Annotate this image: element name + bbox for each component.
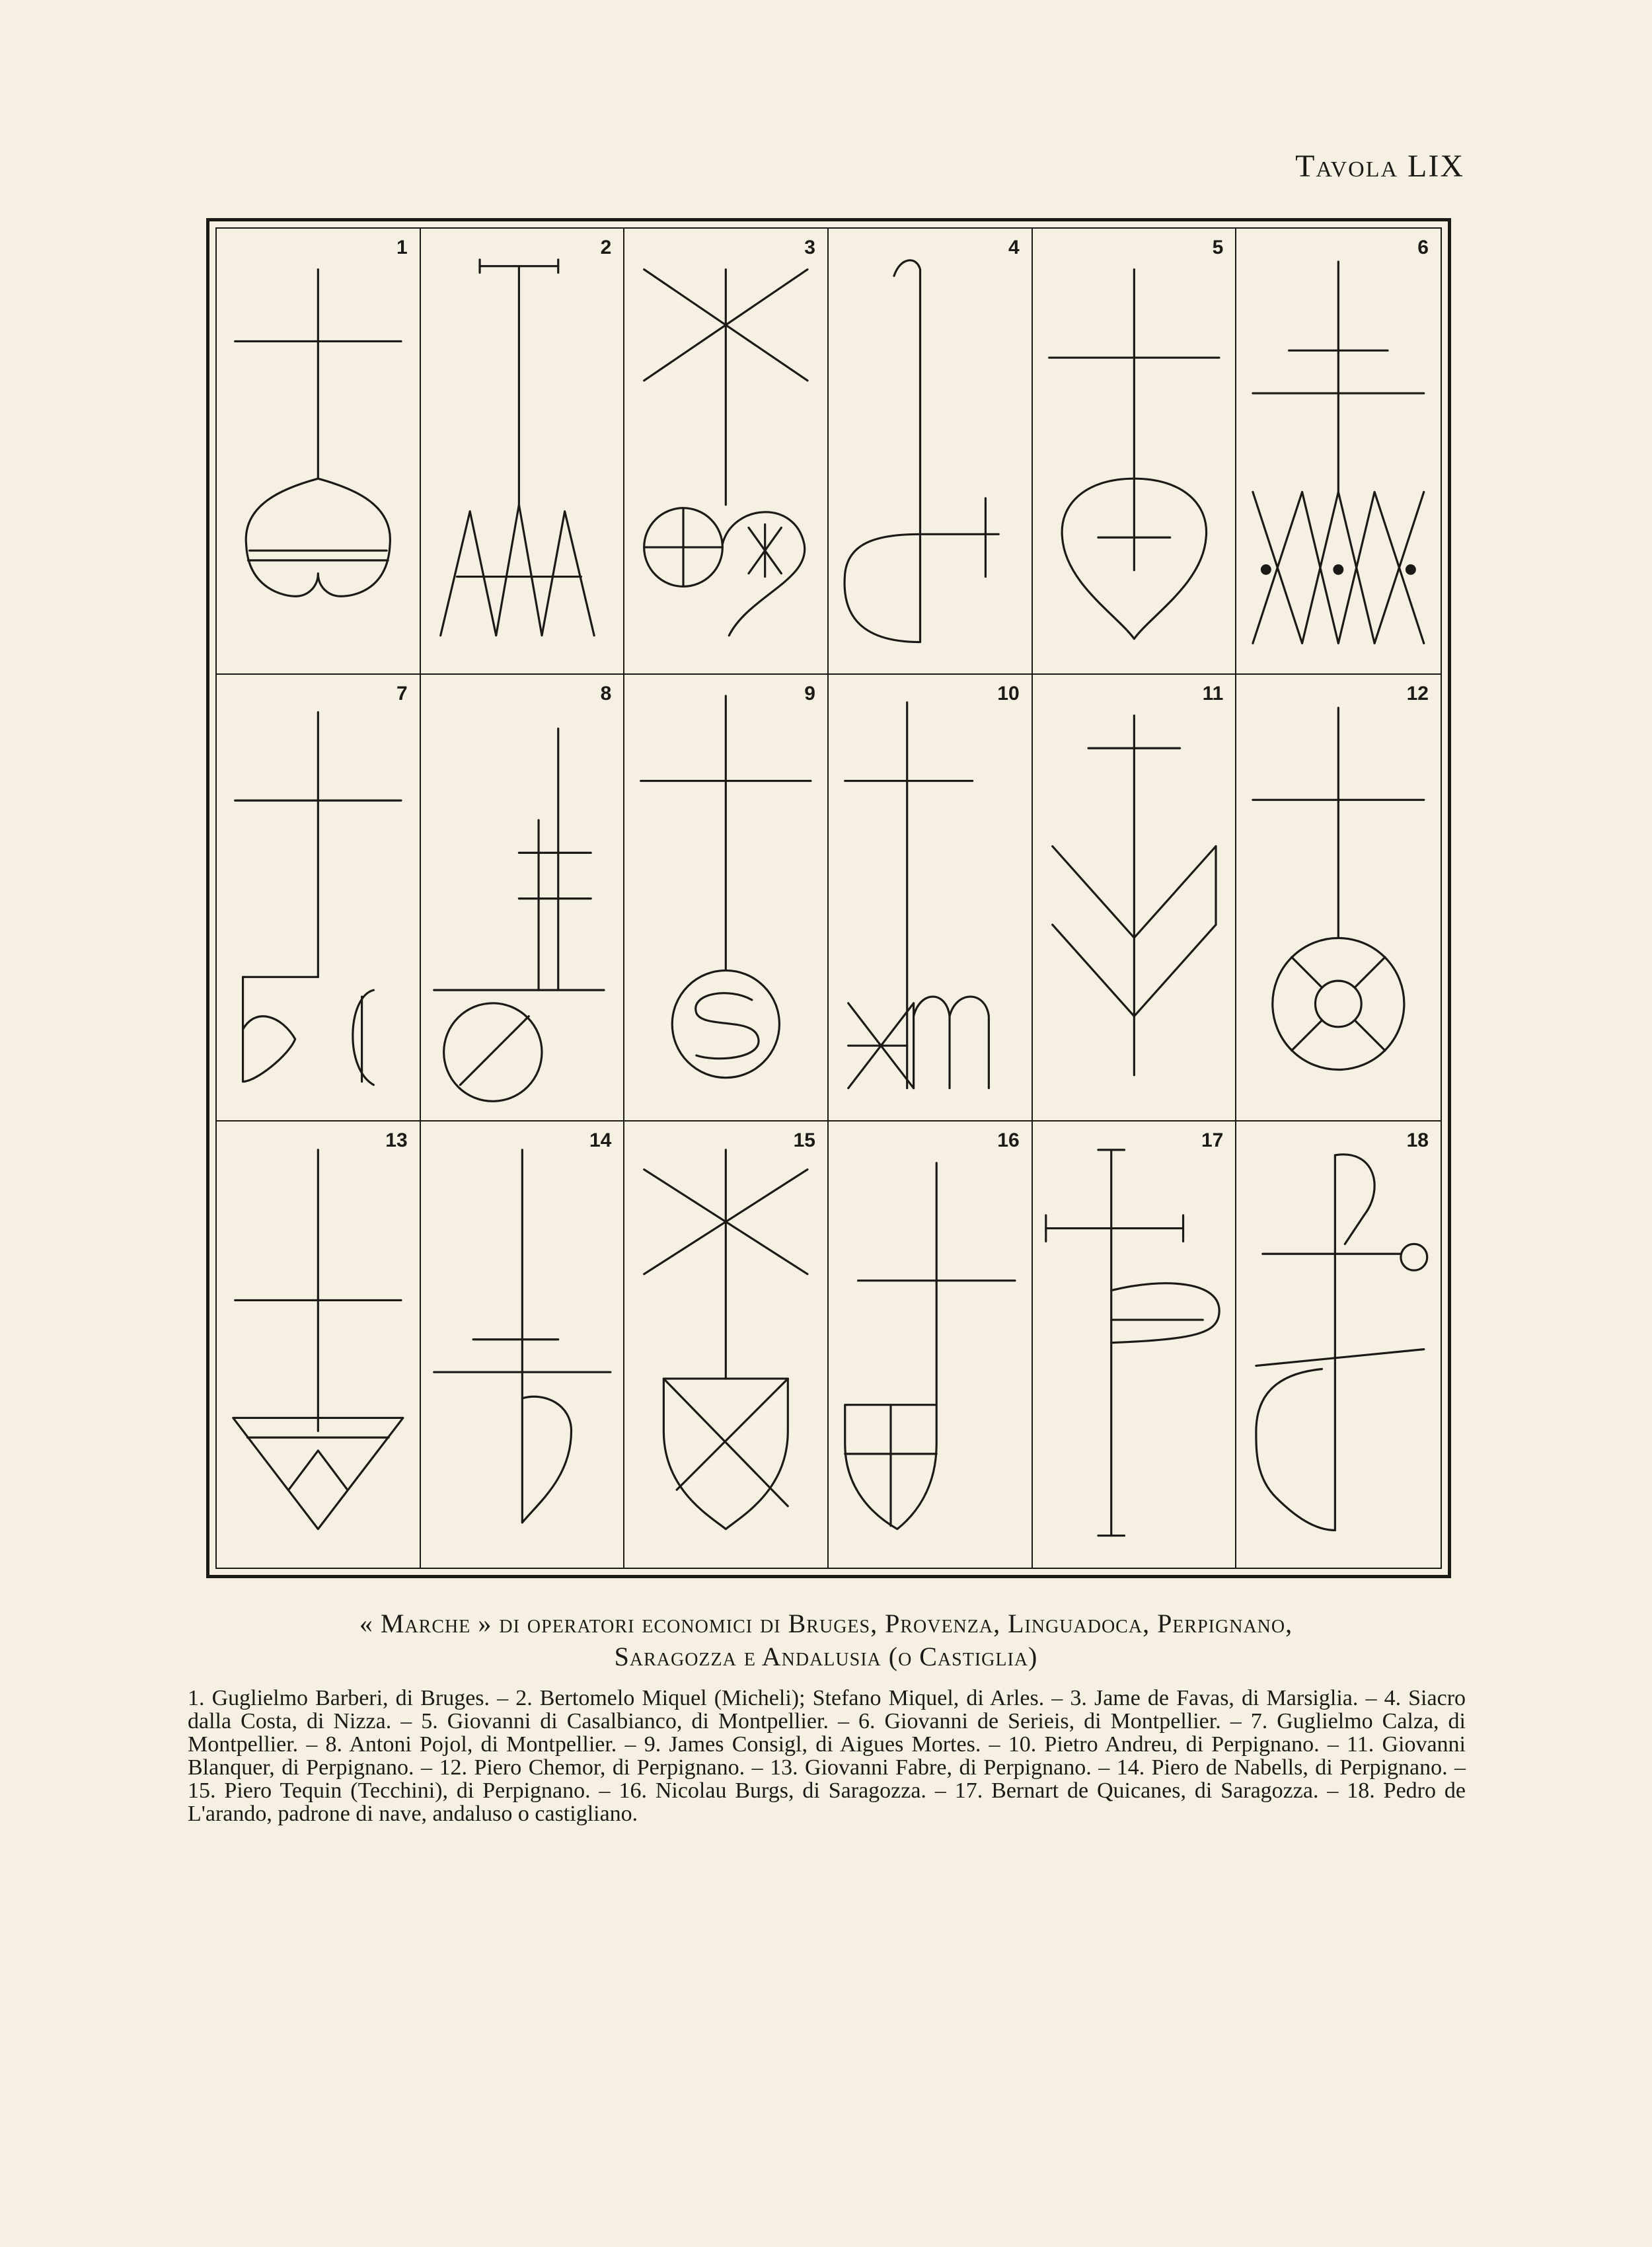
merchant-mark-drawing bbox=[217, 675, 420, 1120]
caption-entry: 16. Nicolau Burgs, di Saragozza. – bbox=[619, 1778, 946, 1803]
caption-title-line: Saragozza e Andalusia (o Castiglia) bbox=[614, 1642, 1038, 1671]
caption-entry: 10. Pietro Andreu, di Perpignano. – bbox=[1008, 1732, 1339, 1757]
mark-number: 16 bbox=[997, 1129, 1020, 1151]
mark-number: 14 bbox=[589, 1129, 612, 1151]
merchant-mark-drawing bbox=[829, 675, 1032, 1120]
merchant-mark-drawing bbox=[624, 1122, 827, 1568]
mark-cell bbox=[217, 1122, 421, 1568]
plate-label: Tavola LIX bbox=[1295, 149, 1464, 184]
caption-entry: 14. Piero de Nabells, di Perpignano. – bbox=[1116, 1755, 1466, 1780]
merchant-mark-drawing bbox=[829, 229, 1032, 673]
caption-entry: 11. Giovanni Blanquer, di Perpignano. – bbox=[188, 1732, 1466, 1780]
mark-number: 10 bbox=[997, 683, 1020, 705]
merchant-mark-drawing bbox=[421, 229, 624, 673]
mark-number: 9 bbox=[804, 683, 815, 705]
mark-cell bbox=[217, 675, 421, 1121]
mark-cell bbox=[624, 1122, 829, 1568]
merchant-mark-drawing bbox=[1236, 675, 1441, 1120]
caption-entry: 13. Giovanni Fabre, di Perpignano. – bbox=[770, 1755, 1110, 1780]
mark-number: 4 bbox=[1008, 237, 1020, 258]
mark-cell bbox=[421, 675, 625, 1121]
caption-entries bbox=[188, 1687, 1466, 1825]
mark-cell bbox=[829, 229, 1033, 675]
caption-entry: 18. Pedro de L'arando, padrone di nave, andaluso o castigliano. bbox=[188, 1778, 1466, 1826]
merchant-mark-drawing bbox=[829, 1122, 1032, 1568]
caption-entry: 2. Bertomelo Miquel (Micheli); Stefano Miquel, di Arles. – bbox=[515, 1686, 1063, 1710]
merchant-mark-drawing bbox=[1236, 229, 1441, 673]
mark-number: 6 bbox=[1417, 237, 1429, 258]
mark-cell bbox=[1033, 1122, 1237, 1568]
mark-number: 7 bbox=[396, 683, 408, 705]
mark-cell bbox=[217, 229, 421, 675]
mark-number: 13 bbox=[385, 1129, 408, 1151]
caption-entry: 6. Giovanni de Serieis, di Montpellier. – bbox=[858, 1709, 1242, 1733]
mark-number: 11 bbox=[1202, 683, 1224, 705]
caption-entry: 9. James Consigl, di Aigues Mortes. – bbox=[644, 1732, 1000, 1757]
caption-entry: 3. Jame de Favas, di Marsiglia. – bbox=[1070, 1686, 1377, 1710]
merchant-mark-drawing bbox=[421, 675, 624, 1120]
mark-number: 12 bbox=[1406, 683, 1429, 705]
mark-cell bbox=[624, 675, 829, 1121]
caption-entry: 15. Piero Tequin (Tecchini), di Perpignano. – bbox=[188, 1778, 611, 1803]
caption-entry: 8. Antoni Pojol, di Montpellier. – bbox=[325, 1732, 636, 1757]
merchant-mark-drawing bbox=[624, 675, 827, 1120]
caption-title bbox=[198, 1607, 1454, 1673]
marks-grid bbox=[215, 227, 1442, 1569]
caption-entry: 4. Siacro dalla Costa, di Nizza. – bbox=[188, 1686, 1466, 1733]
merchant-mark-drawing bbox=[624, 229, 827, 673]
mark-cell bbox=[829, 1122, 1033, 1568]
caption-entry: 12. Piero Chemor, di Perpignano. – bbox=[439, 1755, 763, 1780]
mark-number: 5 bbox=[1212, 237, 1224, 258]
merchant-mark-drawing bbox=[217, 1122, 420, 1568]
merchant-mark-drawing bbox=[1236, 1122, 1441, 1568]
mark-cell bbox=[421, 229, 625, 675]
merchant-mark-drawing bbox=[1033, 675, 1236, 1120]
mark-cell bbox=[624, 229, 829, 675]
mark-number: 18 bbox=[1406, 1129, 1429, 1151]
mark-number: 8 bbox=[600, 683, 612, 705]
mark-cell bbox=[1236, 675, 1441, 1121]
caption-title-line: « Marche » di operatori economici di Bruges, Provenza, Linguadoca, Perpignano, bbox=[359, 1609, 1293, 1638]
mark-number: 3 bbox=[804, 237, 815, 258]
merchant-mark-drawing bbox=[1033, 229, 1236, 673]
merchant-mark-drawing bbox=[1033, 1122, 1236, 1568]
merchant-mark-drawing bbox=[421, 1122, 624, 1568]
caption-entry: 17. Bernart de Quicanes, di Saragozza. – bbox=[954, 1778, 1339, 1803]
mark-cell bbox=[1033, 229, 1237, 675]
mark-cell bbox=[1236, 229, 1441, 675]
mark-number: 1 bbox=[396, 237, 408, 258]
mark-cell bbox=[1033, 675, 1237, 1121]
mark-cell bbox=[829, 675, 1033, 1121]
mark-cell bbox=[421, 1122, 625, 1568]
merchant-mark-drawing bbox=[217, 229, 420, 673]
mark-number: 15 bbox=[793, 1129, 815, 1151]
mark-number: 17 bbox=[1201, 1129, 1224, 1151]
caption-entry: 7. Guglielmo Calza, di Montpellier. – bbox=[188, 1709, 1466, 1757]
caption-entry: 5. Giovanni di Casalbianco, di Montpellier. – bbox=[421, 1709, 849, 1733]
mark-number: 2 bbox=[600, 237, 612, 258]
caption-entry: 1. Guglielmo Barberi, di Bruges. – bbox=[188, 1686, 509, 1710]
mark-cell bbox=[1236, 1122, 1441, 1568]
